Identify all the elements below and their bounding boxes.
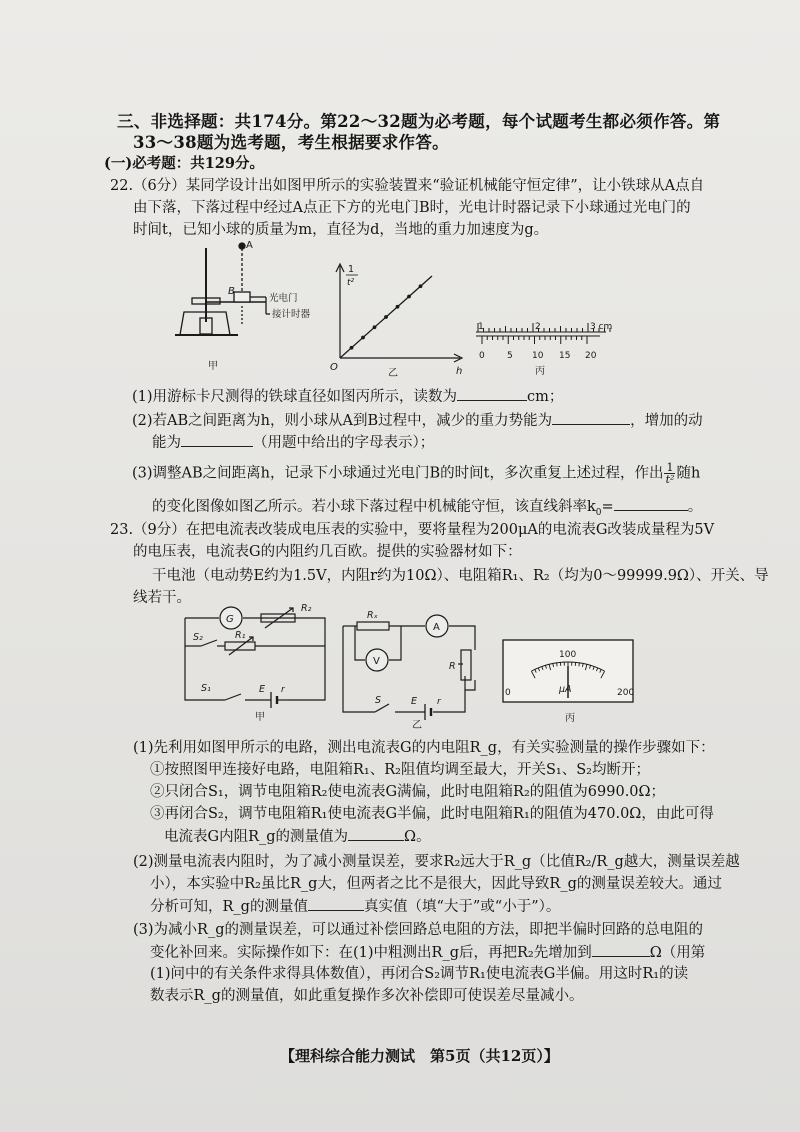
- q23-part3-l2b: Ω（用第: [649, 945, 706, 961]
- q23-line1: 23.（9分）在把电流表改装成电压表的实验中，要将量程为200μA的电流表G改装成量程为5V: [110, 522, 715, 538]
- q22-line1: 22.（6分）某同学设计出如图甲所示的实验装置来“验证机械能守恒定律”，让小铁球从A点自: [110, 178, 705, 194]
- q22-part2-c: 能为: [152, 435, 181, 451]
- q23-part1-step3: ③再闭合S₂，调节电阻箱R₁使电流表G半偏，此时电阻箱R₁的阻值为470.0Ω，由此可得: [150, 806, 714, 822]
- yi-ylabel-num: 1: [348, 264, 355, 275]
- q23-part2-line3: [150, 896, 560, 917]
- q22-part3-d: =: [601, 499, 614, 515]
- q23-part1-step2: ②只闭合S₁，调节电阻箱R₂使电流表G满偏，此时电阻箱R₂的阻值为6990.0Ω；: [150, 784, 666, 800]
- bing-main-label-2: 2: [535, 322, 541, 332]
- q22-part3-frac: [664, 462, 675, 485]
- q22-part3: [132, 462, 700, 485]
- q23-part1-line1: (1)先利用如图甲所示的电路，测出电流表G的内电阻R_g，有关实验测量的操作步骤如下：: [133, 740, 715, 756]
- q23-part2-l3b: 真实值（填“大于”或“小于”）。: [363, 899, 561, 915]
- q23-part1-s4a: 电流表G内阻R_g的测量值为: [164, 829, 349, 845]
- q22-frac-num: 1: [666, 461, 674, 474]
- q23-figures: [175, 600, 655, 730]
- q23-part1-blank: [348, 826, 404, 841]
- q23-part3-line2: [150, 942, 705, 963]
- yi-data-point: [407, 295, 411, 299]
- jia-label-B: B: [228, 286, 235, 297]
- q22-figures: [170, 240, 640, 380]
- q22-part3-a: (3)调整AB之间距离h，记录下小球通过光电门B的时间t，多次重复上述过程，作出: [132, 465, 664, 482]
- meter-tick: [557, 663, 558, 666]
- page-footer: 【理科综合能力测试 第5页（共12页）】: [280, 1047, 559, 1065]
- jia-photogate-label: 光电门: [269, 293, 298, 304]
- q22-part2-d: （用题中给出的字母表示）；: [253, 435, 435, 451]
- jia-R2: R₂: [301, 603, 312, 614]
- yi-V: V: [373, 656, 380, 667]
- meter-caption: 丙: [565, 713, 575, 724]
- q23-part2-line1: (2)测量电流表内阻时，为了减小测量误差，要求R₂远大于R_g（比值R₂/R_g越大，测量误差越: [133, 854, 740, 870]
- bing-vernier-15: 15: [559, 351, 571, 361]
- jia-R1: R₁: [235, 630, 246, 641]
- meter-scale-100: 100: [559, 650, 577, 660]
- q23-part1-step4: [164, 826, 431, 847]
- q22-line2: 由下落，下落过程中经过A点正下方的光电门B时，光电计时器记录下小球通过光电门的: [133, 200, 691, 216]
- q22-part1-unit: cm；: [527, 389, 564, 405]
- yi-data-point: [350, 346, 354, 350]
- q22-part3-e: 。: [687, 499, 703, 515]
- bing-caption: 丙: [535, 366, 545, 377]
- q23-part2-blank: [308, 896, 364, 911]
- yi-caption: 乙: [388, 368, 398, 379]
- jia-label-A: A: [246, 240, 253, 251]
- jia-circuit-caption: 甲: [255, 712, 265, 723]
- q22-part3-b: 随h: [676, 465, 701, 482]
- q22-part1-text: (1)用游标卡尺测得的铁球直径如图丙所示，读数为: [132, 389, 458, 405]
- q22-part3-cont: [152, 496, 702, 523]
- q22-part2-blank1: [552, 410, 630, 425]
- q23-line3: 干电池（电动势E约为1.5V，内阻r约为10Ω）、电阻箱R₁、R₂（均为0～99999.9Ω）、开关、导: [152, 568, 769, 584]
- section-heading-line1: 三、非选择题：共174分。第22～32题为必考题，每个试题考生都必须作答。第: [117, 112, 721, 131]
- jia-S1: S₁: [201, 683, 211, 694]
- q22-frac-den: t²: [665, 473, 675, 486]
- q23-part3-l2a: 变化补回来。实际操作如下：在(1)中粗测出R_g后，再把R₂先增加到: [150, 945, 592, 961]
- bing-vernier-10: 10: [532, 351, 544, 361]
- yi-circuit-caption: 乙: [412, 720, 422, 730]
- q22-part2-cont: [152, 432, 434, 453]
- section-heading-line2: 33～38题为选考题，考生根据要求作答。: [133, 133, 449, 152]
- jia-r: r: [281, 685, 285, 695]
- yi-data-point: [396, 305, 400, 309]
- meter-tick: [579, 663, 580, 666]
- q23-part3-line1: (3)为减小R_g的测量误差，可以通过补偿回路总电阻的方法，即把半偏时回路的总电阻的: [133, 922, 703, 938]
- yi-r: r: [437, 697, 441, 707]
- yi-data-point: [373, 325, 377, 329]
- yi-xlabel: h: [456, 366, 463, 377]
- q23-part1-s4b: Ω。: [404, 829, 431, 845]
- jia-caption: 甲: [208, 361, 218, 372]
- yi-A: A: [433, 622, 440, 633]
- q23-line2: 的电压表，电流表G的内阻约几百欧。提供的实验器材如下：: [133, 544, 522, 560]
- q23-part3-blank: [592, 942, 650, 957]
- q23-line4: 线若干。: [133, 590, 191, 606]
- meter-unit: μA: [559, 684, 572, 695]
- jia-E: E: [259, 684, 266, 695]
- bing-main-label-3: 3 cm: [590, 322, 613, 332]
- bing-vernier-5: 5: [507, 351, 513, 361]
- meter-scale-200: 200: [617, 688, 635, 698]
- q23-part2-line2: 小），本实验中R₂虽比R_g大，但两者之比不是很大，因此导致R_g的测量误差较大。通过: [150, 876, 722, 892]
- required-heading: (一)必考题：共129分。: [104, 155, 264, 172]
- meter-scale-0: 0: [505, 688, 511, 698]
- q23-part3-line4: 数表示R_g的测量值，如此重复操作多次补偿即可使误差尽量减小。: [150, 988, 584, 1004]
- yi-S: S: [375, 695, 382, 706]
- yi-Rx: Rₓ: [367, 610, 378, 621]
- q22-part2-tail: ，增加的动: [630, 413, 703, 429]
- jia-timer-label: 接计时器: [272, 309, 311, 320]
- q22-part2: [132, 410, 703, 431]
- q22-part3-blank: [614, 496, 688, 511]
- yi-data-point: [384, 315, 388, 319]
- q22-part1: [132, 386, 563, 407]
- yi-E: E: [411, 696, 418, 707]
- q22-fig-yi: [336, 264, 462, 362]
- jia-G: G: [226, 614, 234, 625]
- yi-ylabel-den: t²: [347, 278, 355, 288]
- yi-R: R: [449, 661, 456, 672]
- q22-part2-text: (2)若AB之间距离为h，则小球从A到B过程中，减少的重力势能为: [132, 413, 553, 429]
- q22-fig-jia: [175, 243, 270, 335]
- q22-part2-blank2: [181, 432, 253, 447]
- q23-part2-l3a: 分析可知，R_g的测量值: [150, 899, 308, 915]
- bing-main-label-1: 1: [478, 322, 484, 332]
- q23-part3-line3: (1)问中的有关条件求得具体数值），再闭合S₂调节R₁使电流表G半偏。用这时R₁的读: [150, 966, 689, 982]
- yi-origin: O: [330, 362, 338, 373]
- yi-data-point: [361, 336, 365, 340]
- q22-part3-sub: 0: [595, 507, 602, 518]
- yi-data-point: [419, 284, 423, 288]
- q22-part3-c: 的变化图像如图乙所示。若小球下落过程中机械能守恒，该直线斜率k: [152, 499, 596, 515]
- q22-part1-blank: [457, 386, 527, 401]
- q22-line3: 时间t，已知小球的质量为m，直径为d，当地的重力加速度为g。: [133, 222, 549, 238]
- jia-S2: S₂: [193, 632, 203, 643]
- bing-vernier-20: 20: [585, 351, 597, 361]
- q23-part1-step1: ①按照图甲连接好电路，电阻箱R₁、R₂阻值均调至最大，开关S₁、S₂均断开；: [150, 762, 650, 778]
- bing-vernier-0: 0: [479, 351, 485, 361]
